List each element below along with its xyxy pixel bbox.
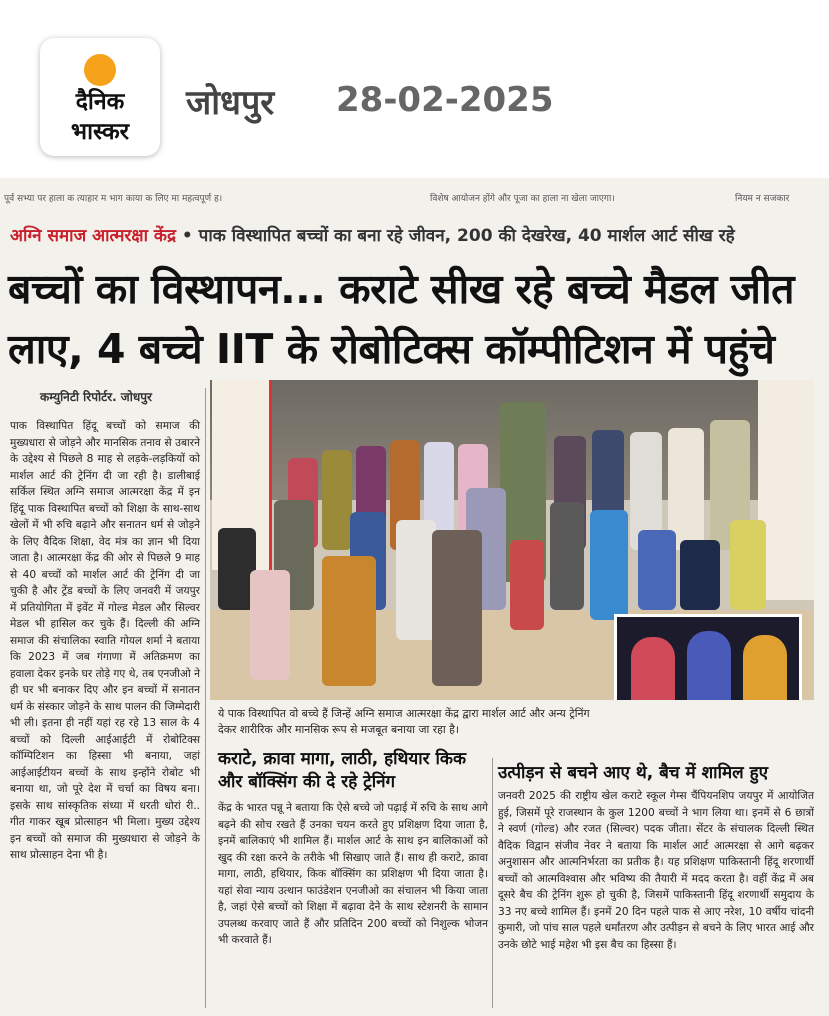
photo-person — [680, 540, 720, 610]
photo-poster-board-right — [758, 380, 814, 600]
strip-text-a: पूर्व सभ्या पर हाला क त्याहार म भाग काया क लिए मा महत्वपूर्ण ह। — [4, 194, 223, 204]
subheading-batch: उत्पीड़न से बचने आए थे, बैच में शामिल हुए — [498, 763, 769, 783]
photo-person — [250, 570, 290, 680]
right-column-body: जनवरी 2025 की राष्ट्रीय खेल कराटे स्कूल गेम्स चैंपियनशिप जयपुर में आयोजित हुई, जिसमें पूरे राजस्थान के कुल 1200 बच्चों ने भाग लिया था। इनमें से 6 छात्रों ने स्वर्ण (गोल्ड) और रजत (सिल्वर) पदक जीता। सेंटर के संचालक दिल्ली स्थित वैदिक विद्वान संजीव नेवर ने बताया कि मार्शल आर्ट आत्मरक्षा से आगे बढ़कर अनुशासन और आत्मनिर्भरता का प्रतीक है। यह प्रशिक्षण पाकिस्तानी हिंदू शरणार्थी बच्चों को आत्मविश्वास और भविष्य की तैयारी में मदद करता है। वहीं केंद्र में अब दूसरे बैच की ट्रेनिंग शुरू हो चुकी है, जिसमें पाकिस्तानी हिंदू शरणार्थी समुदाय के 33 नए बच्चे शामिल हैं। इनमें 20 दिन पहले पाक से आए नरेश, 10 वर्षीय चांदनी कुमारी, जो पांच साल पहले धर्मांतरण और उत्पीड़न से बचने के लिए भारत आई और उनके छोटे भाई महेश भी इस बैच का हिस्सा हैं। — [498, 790, 814, 951]
headline-line-1: बच्चों का विस्थापन... कराटे सीख रहे बच्चे मैडल जीत — [8, 265, 794, 313]
sun-icon — [84, 54, 116, 86]
photo-person — [638, 530, 676, 610]
photo-person — [432, 530, 482, 686]
photo-person — [322, 556, 376, 686]
article-kicker — [10, 223, 825, 246]
newspaper-clipping[interactable] — [0, 178, 829, 1016]
photo-person — [730, 520, 766, 610]
headline-line-2: लाए, 4 बच्चे IIT के रोबोटिक्स कॉम्पीटिशन में पहुंचे — [8, 325, 775, 373]
photo-person — [687, 631, 731, 700]
dainik-bhaskar-logo[interactable] — [40, 38, 160, 156]
column-divider — [205, 388, 206, 1008]
previous-article-strip — [0, 191, 829, 205]
byline: कम्युनिटी रिपोर्टर. जोधपुर — [40, 390, 152, 404]
photo-person — [322, 450, 352, 550]
logo-text-line2: भास्कर — [70, 119, 130, 145]
column-divider — [492, 758, 493, 1008]
photo-person — [590, 510, 628, 620]
subheading-training: कराटे, क्रावा मागा, लाठी, हथियार किक और बॉक्सिंग की दे रहे ट्रेनिंग — [218, 749, 467, 792]
middle-column-body: केंद्र के भारत पन्नू ने बताया कि ऐसे बच्चे जो पढ़ाई में रुचि के साथ आगे बढ़ने की सोच रखते हैं उनका चयन करते हुए प्रशिक्षण दिया जाता है, इनमें बालिकाएं भी शामिल हैं। मार्शल आर्ट के साथ इन बालिकाओं को खुद की रक्षा करने के तरीके भी सिखाए जाते हैं। साथ ही कराटे, क्रावा मागा, लाठी, हथियार, किक बॉक्सिंग का प्रशिक्षण भी दिया जाता है। यहां सेवा न्याय उत्थान फाउंडेशन एनजीओ का संचालन भी किया जाता है, जहां ऐसे बच्चों को शिक्षा में बढ़ावा देने के साथ स्टेशनरी के सामान उपलब्ध करवाए जाते हैं और प्रतिदिन 200 बच्चों को निशुल्क भोजन भी करवाते हैं। — [218, 802, 488, 946]
edition-city: जोधपुर — [186, 83, 275, 123]
photo-caption: ये पाक विस्थापित वो बच्चे हैं जिन्हें अग्नि समाज आत्मरक्षा केंद्र द्वारा मार्शल आर्ट और अन्य ट्रेनिंग देकर शारीरिक और मानसिक रूप से मजबूत बनाया जा रहा है। — [218, 707, 590, 736]
edition-date: 28-02-2025 — [336, 80, 554, 120]
photo-person — [743, 635, 787, 700]
photo-person — [631, 637, 675, 700]
logo-text-line1: दैनिक — [75, 89, 125, 115]
strip-text-c: नियम न सजकार — [735, 194, 790, 204]
app-header — [0, 0, 829, 178]
strip-text-b: विशेष आयोजन होंगे और पूजा का हाला ना खेला जाएगा। — [430, 194, 615, 204]
cultural-event-inset-photo[interactable] — [614, 614, 802, 700]
group-photo[interactable] — [210, 380, 814, 700]
kicker-text: • पाक विस्थापित बच्चों का बना रहे जीवन, 200 की देखरेख, 40 मार्शल आर्ट सीख रहे — [175, 226, 735, 246]
photo-person — [510, 540, 544, 630]
photo-person — [396, 520, 436, 640]
photo-person — [550, 502, 584, 610]
left-column-body: पाक विस्थापित हिंदू बच्चों को समाज की मुख्यधारा से जोड़ने और मानसिक तनाव से उबारने के उद्देश्य से पिछले 8 माह से लड़के-लड़कियों को मार्शल आर्ट की ट्रेनिंग दी जा रही है। डालीबाई सर्किल स्थित अग्नि समाज आत्मरक्षा केंद्र में इन हिंदू पाक विस्थापित बच्चों को शिक्षा के साथ-साथ खेलों में भी रुचि बढ़ाने और सनातन धर्म से जोड़ने के लिए वैदिक शिक्षा, वेद मंत्र का ज्ञान भी दिया जाता है। आत्मरक्षा केंद्र की ओर से पिछले 9 माह से 40 बच्चों को मार्शल आर्ट की ट्रेनिंग दी जा चुकी है और ट्रेंड बच्चों के लिए जनवरी में जयपुर में प्रतियोगिता में इवेंट में गोल्ड मेडल और सिल्वर मेडल भी हासिल कर चुके हैं। दिल्ली की अग्नि समाज की संचालिका स्वाति गोयल शर्मा ने बताया कि 2023 में जब गंगाणा में अतिक्रमण का हवाला देकर इनके घर तोड़े गए थे, तब एनजीओ ने ही घर भी बनाकर दिए और इन बच्चों में सनातन धर्म के संस्कार जोड़ने के साथ पालन की जिम्मेदारी भी ली। इतना ही नहीं यहां रह रहे 13 साल के 4 बच्चों को दिल्ली आईआईटी में रोबोटिक्स कॉम्पिटिशन का हिस्सा भी बनाया, जहां आईआईटीयन बच्चों के साथ इन्होंने रोबोट भी बनाया था, जो पूरे देश में चर्चा का विषय बना। इसके साथ सांस्कृतिक संध्या में धरती धोरां री.. गीत गाकर खूब प्रोत्साहन भी मिला। मुख्य उद्देश्य इन बच्चों को समाज की मुख्यधारा से जोड़ने के साथ प्रोत्साहन देना भी है। — [10, 420, 200, 861]
kicker-label: अग्नि समाज आत्मरक्षा केंद्र — [10, 226, 176, 246]
